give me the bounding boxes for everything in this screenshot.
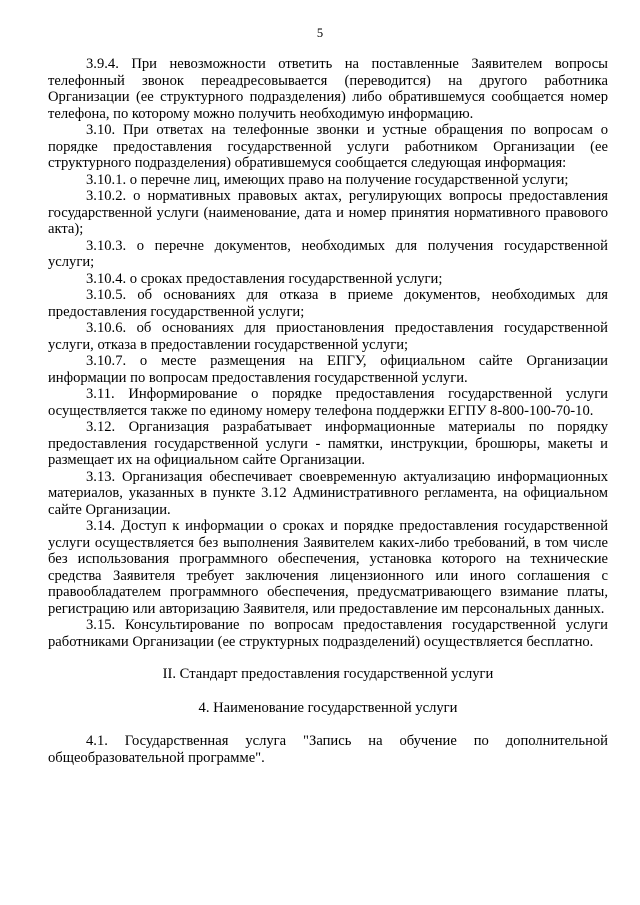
document-body: [48, 56, 608, 766]
paragraph-3-10-6: 3.10.6. об основаниях для приостановления предоставления государственной услуги, отказа в предоставлении государственной услуги;: [48, 320, 608, 353]
paragraph-3-11: 3.11. Информирование о порядке предоставления государственной услуги осуществляется также по единому номеру телефона поддержки ЕГПУ 8-800-100-70-10.: [48, 386, 608, 419]
paragraph-3-14: 3.14. Доступ к информации о сроках и порядке предоставления государственной услуги осуществляется без выполнения Заявителем каких-либо требований, в том числе без использования программного обеспечения, установка которого на технические средства Заявителя требует заключения лицензионного или иного соглашения с правообладателем программного обеспечения, предусматривающего взимание платы, регистрацию или авторизацию Заявителя, или предоставление им персональных данных.: [48, 518, 608, 617]
paragraph-3-10: 3.10. При ответах на телефонные звонки и устные обращения по вопросам о порядке предоставления государственной услуги работником Организации (ее структурного подразделения) обратившемуся сообщается следующая информация:: [48, 122, 608, 171]
paragraph-3-10-5: 3.10.5. об основаниях для отказа в приеме документов, необходимых для предоставления государственной услуги;: [48, 287, 608, 320]
paragraph-3-12: 3.12. Организация разрабатывает информационные материалы по порядку предоставления государственной услуги - памятки, инструкции, брошюры, макеты и размещает их на официальном сайте Организации.: [48, 419, 608, 468]
paragraph-3-10-3: 3.10.3. о перечне документов, необходимых для получения государственной услуги;: [48, 237, 608, 270]
paragraph-3-10-7: 3.10.7. о месте размещения на ЕПГУ, официальном сайте Организации информации по вопросам предоставления государственной услуги.: [48, 353, 608, 386]
paragraph-3-9-4: 3.9.4. При невозможности ответить на поставленные Заявителем вопросы телефонный звонок переадресовывается (переводится) на другого работника Организации (ее структурного подразделения) либо обратившемуся сообщается номер телефона, по которому можно получить необходимую информацию.: [48, 56, 608, 122]
page-number: 5: [316, 26, 324, 40]
paragraph-3-13: 3.13. Организация обеспечивает своевременную актуализацию информационных материалов, указанных в пункте 3.12 Административного регламента, на официальном сайте Организации.: [48, 468, 608, 518]
subsection-heading: 4. Наименование государственной услуги: [198, 699, 458, 716]
paragraph-3-10-4: 3.10.4. о сроках предоставления государственной услуги;: [86, 270, 443, 287]
paragraph-3-10-2: 3.10.2. о нормативных правовых актах, регулирующих вопросы предоставления государственной услуги (наименование, дата и номер принятия нормативного правового акта);: [48, 188, 608, 237]
paragraph-3-15: 3.15. Консультирование по вопросам предоставления государственной услуги работниками Организации (ее структурных подразделений) осуществляется бесплатно.: [48, 617, 608, 650]
paragraph-3-10-1: 3.10.1. о перечне лиц, имеющих право на получение государственной услуги;: [86, 171, 569, 188]
paragraph-4-1: 4.1. Государственная услуга "Запись на обучение по дополнительной общеобразовательной программе".: [48, 733, 608, 766]
section-heading: II. Стандарт предоставления государственной услуги: [162, 666, 494, 682]
